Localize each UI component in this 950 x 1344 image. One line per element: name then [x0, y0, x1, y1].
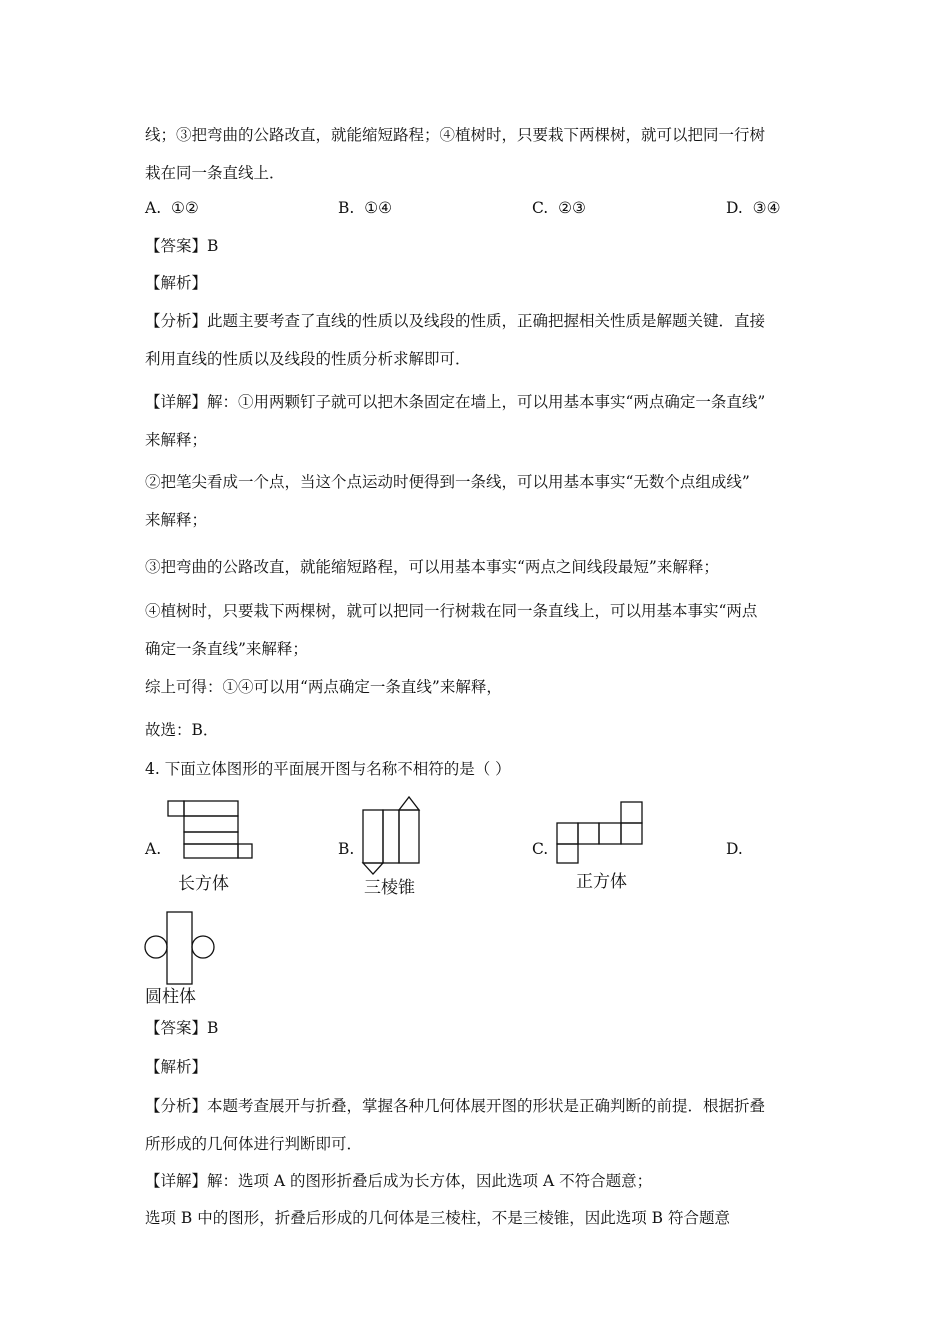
q4-analysis-line1: 【分析】本题考查展开与折叠，掌握各种几何体展开图的形状是正确判断的前提．根据折叠 — [145, 1097, 766, 1115]
net-face — [383, 810, 399, 863]
net-face — [184, 844, 238, 858]
net-face — [184, 832, 238, 844]
q3-option-b: B. ①④ — [338, 199, 392, 217]
q3-option-a: A. ①② — [145, 199, 199, 217]
q3-detail-line5: ③把弯曲的公路改直，就能缩短路程，可以用基本事实“两点之间线段最短”来解释； — [145, 558, 719, 576]
q3-analysis-line2: 利用直线的性质以及线段的性质分析求解即可． — [145, 350, 471, 368]
q4-option-a-caption: 长方体 — [178, 874, 229, 894]
q4-stem: 4. 下面立体图形的平面展开图与名称不相符的是（ ） — [145, 760, 511, 778]
q3-detail-line6: ④植树时，只要栽下两棵树，就可以把同一行树栽在同一条直线上，可以用基本事实“两点 — [145, 602, 758, 620]
q3-option-d: D. ③④ — [726, 199, 781, 217]
q4-option-b-net-figure — [355, 790, 435, 880]
net-face — [184, 801, 238, 816]
q3-jiexi-heading: 【解析】 — [145, 274, 208, 292]
q4-option-a-label: A. — [145, 840, 162, 858]
net-face — [399, 810, 419, 863]
net-face — [599, 823, 621, 844]
q4-option-b-caption: 三棱锥 — [364, 878, 415, 898]
q3-detail-line1: 【详解】解：①用两颗钉子就可以把木条固定在墙上，可以用基本事实“两点确定一条直线” — [145, 393, 766, 411]
q4-analysis-line2: 所形成的几何体进行判断即可． — [145, 1135, 363, 1153]
q3-detail-line7: 确定一条直线”来解释； — [145, 640, 308, 658]
q4-option-c-net-figure — [550, 795, 650, 865]
net-face — [238, 844, 252, 858]
net-face — [621, 802, 642, 823]
q3-option-c: C. ②③ — [532, 199, 586, 217]
q4-option-d-caption: 圆柱体 — [145, 987, 196, 1007]
q4-detail-line2: 选项 B 中的图形，折叠后形成的几何体是三棱柱，不是三棱锥，因此选项 B 符合题意 — [145, 1209, 730, 1227]
q3-analysis-line1: 【分析】此题主要考查了直线的性质以及线段的性质，正确把握相关性质是解题关键．直接 — [145, 312, 766, 330]
q3-detail-line2: 来解释； — [145, 431, 208, 449]
q3-detail-line3: ②把笔尖看成一个点，当这个点运动时便得到一条线，可以用基本事实“无数个点组成线” — [145, 473, 750, 491]
q3-stem-line2: 栽在同一条直线上． — [145, 164, 285, 182]
q3-summary: 综上可得：①④可以用“两点确定一条直线”来解释， — [145, 678, 502, 696]
net-face — [192, 936, 214, 958]
q4-option-c-label: C. — [532, 840, 549, 858]
q4-answer: 【答案】B — [145, 1019, 219, 1037]
net-face — [621, 823, 642, 844]
net-face — [399, 797, 419, 810]
q4-jiexi-heading: 【解析】 — [145, 1058, 208, 1076]
q4-detail-line1: 【详解】解：选项 A 的图形折叠后成为长方体，因此选项 A 不符合题意； — [145, 1172, 653, 1190]
net-face — [184, 816, 238, 832]
q4-option-c-caption: 正方体 — [576, 872, 627, 892]
net-face — [557, 823, 578, 844]
net-face — [168, 801, 184, 816]
net-face — [557, 844, 578, 863]
q4-option-a-net-figure — [160, 795, 260, 860]
net-face — [145, 936, 167, 958]
q3-answer: 【答案】B — [145, 237, 219, 255]
q4-option-b-label: B. — [338, 840, 355, 858]
q4-option-d-label: D. — [726, 840, 743, 858]
q3-detail-line4: 来解释； — [145, 511, 208, 529]
q3-stem-line1: 线；③把弯曲的公路改直，就能缩短路程；④植树时，只要栽下两棵树，就可以把同一行树 — [145, 126, 766, 144]
net-face — [167, 912, 192, 984]
q3-choose: 故选：B． — [145, 721, 219, 739]
net-face — [363, 810, 383, 863]
q4-option-d-net-figure — [140, 908, 220, 988]
net-face — [578, 823, 599, 844]
net-face — [363, 863, 383, 874]
